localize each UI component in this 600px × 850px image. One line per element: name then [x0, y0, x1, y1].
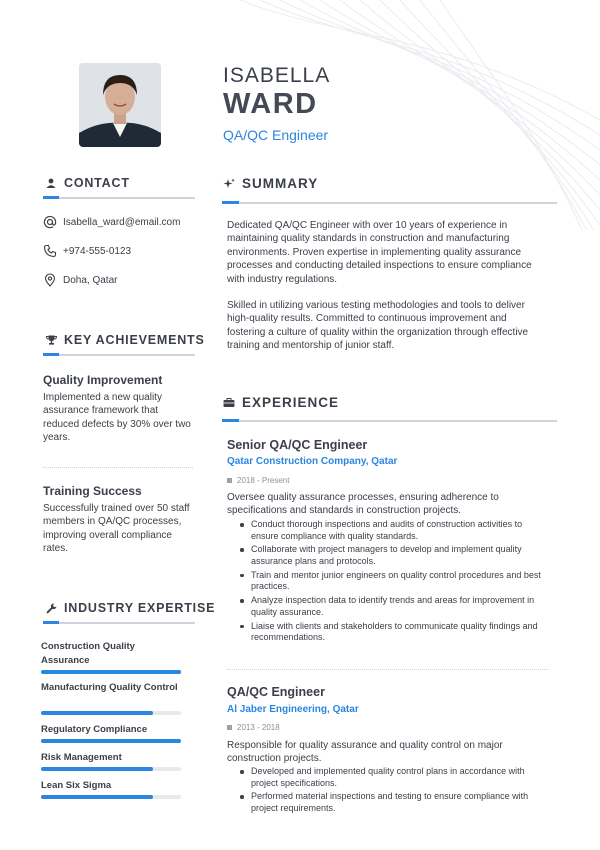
contact-location-text: Doha, Qatar	[63, 274, 118, 286]
summary-heading-label: SUMMARY	[242, 176, 319, 191]
job-bullets	[251, 519, 551, 646]
achievements-heading-label: KEY ACHIEVEMENTS	[64, 333, 205, 347]
contact-location	[43, 273, 117, 287]
experience-heading-label: EXPERIENCE	[242, 395, 340, 410]
achievements-rule	[43, 354, 195, 356]
contact-email-text: Isabella_ward@email.com	[63, 216, 181, 228]
skill-bar-fill	[41, 711, 153, 715]
contact-heading-label: CONTACT	[64, 176, 130, 190]
job-role: QA/QC Engineer	[227, 685, 325, 699]
achievement-text: Implemented a new quality assurance framework that reduced defects by 30% over two years.	[43, 392, 191, 443]
job-title: QA/QC Engineer	[223, 127, 329, 143]
calendar-icon	[227, 725, 232, 730]
briefcase-icon	[223, 397, 235, 409]
contact-rule	[43, 197, 195, 199]
sparkle-icon	[223, 178, 235, 190]
job-description: Responsible for quality assurance and quality control on major construction projects.	[227, 740, 503, 765]
skill-bar	[41, 670, 181, 674]
skill-bar	[41, 711, 181, 715]
job-bullet: Liaise with clients and stakeholders to communicate quality findings and recommendations.	[251, 621, 551, 644]
job-bullet: Train and mentor junior engineers on quality control procedures and best practices.	[251, 570, 551, 593]
last-name: WARD	[223, 88, 318, 120]
job-dates	[227, 723, 280, 732]
job-bullet: Collaborate with project managers to develop and implement quality assurance plans and protocols.	[251, 544, 551, 567]
achievements-heading	[45, 333, 205, 347]
contact-phone[interactable]	[43, 244, 131, 258]
job-dates-text: 2018 - Present	[237, 476, 290, 485]
contact-heading	[45, 176, 130, 190]
location-pin-icon	[43, 273, 57, 287]
skill-label: Construction Quality Assurance	[41, 641, 135, 666]
skill-label: Lean Six Sigma	[41, 780, 112, 791]
job-bullet: Conduct thorough inspections and audits of construction activities to ensure compliance with quality standards.	[251, 519, 551, 542]
contact-email[interactable]	[43, 215, 180, 229]
phone-icon	[43, 244, 57, 258]
user-icon	[45, 177, 57, 189]
job-divider	[227, 669, 549, 670]
skill-bar-fill	[41, 670, 181, 674]
job-dates-text: 2013 - 2018	[237, 723, 280, 732]
at-sign-icon	[43, 215, 57, 229]
expertise-rule	[43, 622, 195, 624]
skill-bar	[41, 795, 181, 799]
job-company: Qatar Construction Company, Qatar	[227, 456, 398, 467]
skill-bar-fill	[41, 767, 153, 771]
achievement-title: Training Success	[43, 484, 142, 498]
job-bullet: Developed and implemented quality control plans in accordance with project specifications.	[251, 766, 551, 789]
expertise-heading	[45, 601, 215, 615]
skill-label: Risk Management	[41, 752, 122, 763]
skill-bar	[41, 767, 181, 771]
trophy-icon	[45, 334, 57, 346]
skill-bar-fill	[41, 795, 153, 799]
skill-bar	[41, 739, 181, 743]
job-bullet: Analyze inspection data to identify trends and areas for improvement in quality assurance.	[251, 595, 551, 618]
wrench-icon	[45, 602, 57, 614]
summary-heading	[223, 176, 318, 191]
summary-paragraph: Skilled in utilizing various testing methodologies and tools to deliver high-quality results. Committed to continuous improvement and fostering a culture of quality within the organization through effective training and mentorship of junior staff.	[227, 300, 529, 352]
skill-bar-fill	[41, 739, 181, 743]
experience-heading	[223, 395, 339, 410]
calendar-icon	[227, 478, 232, 483]
first-name: ISABELLA	[223, 64, 331, 87]
job-bullet: Performed material inspections and testing to ensure compliance with project requirements.	[251, 791, 551, 814]
summary-paragraph: Dedicated QA/QC Engineer with over 10 years of experience in maintaining quality standards in construction and manufacturing environments. Proven expertise in implementing quality assurance processes and conducting detailed inspections to ensure compliance with industry regulations.	[227, 220, 532, 285]
skill-label: Regulatory Compliance	[41, 724, 148, 735]
job-company: Al Jaber Engineering, Qatar	[227, 704, 359, 715]
contact-phone-text: +974-555-0123	[63, 245, 132, 257]
achievement-text: Successfully trained over 50 staff members in QA/QC processes, improving overall compliance rates.	[43, 503, 190, 554]
skill-label: Manufacturing Quality Control	[41, 682, 178, 693]
experience-rule	[222, 420, 557, 422]
job-bullets	[251, 766, 551, 817]
achievement-title: Quality Improvement	[43, 373, 163, 387]
summary-rule	[222, 202, 557, 204]
job-description: Oversee quality assurance processes, ensuring adherence to specifications and standards in construction projects.	[227, 492, 499, 517]
job-role: Senior QA/QC Engineer	[227, 438, 368, 452]
job-dates	[227, 476, 289, 485]
expertise-heading-label: INDUSTRY EXPERTISE	[64, 601, 216, 615]
profile-photo	[79, 63, 161, 147]
achievement-divider	[43, 467, 193, 468]
